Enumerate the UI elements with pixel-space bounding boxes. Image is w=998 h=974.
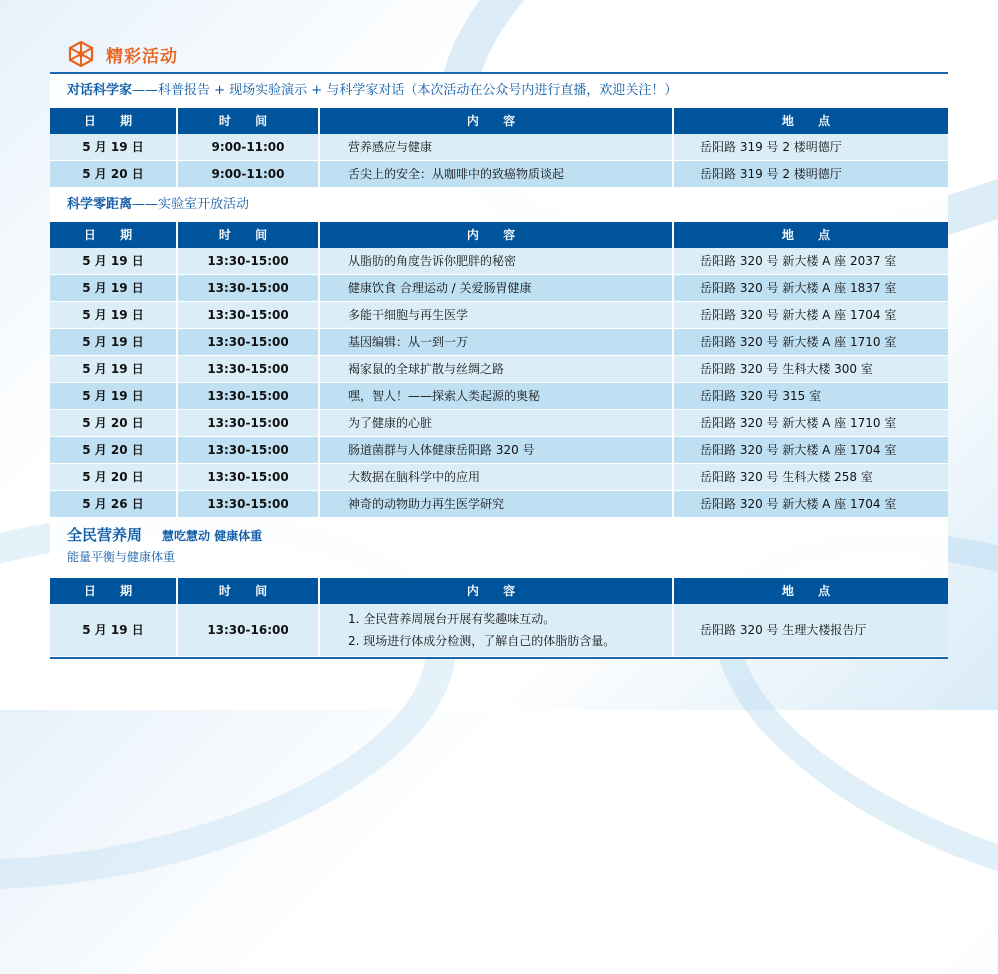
table-row [50,604,948,657]
cell-content: 为了健康的心脏 [320,410,674,437]
cell-time: 13:30-15:00 [178,302,320,329]
section-tagline: 慧吃慧动 健康体重 [162,529,263,543]
cell-date: 5 月 19 日 [50,302,178,329]
section-title: 对话科学家 [67,83,133,98]
table-row [50,356,948,383]
table-row [50,161,948,188]
cell-location: 岳阳路 320 号 生科大楼 258 室 [674,464,948,491]
cell-location: 岳阳路 320 号 新大楼 A 座 1837 室 [674,275,948,302]
table-row [50,383,948,410]
col-time: 时 间 [178,222,320,248]
section-dialogue-title [50,74,948,108]
cell-location: 岳阳路 319 号 2 楼明德厅 [674,161,948,188]
section-title: 全民营养周 [67,526,143,544]
section-subtitle: ——实验室开放活动 [132,197,250,212]
cell-location: 岳阳路 320 号 新大楼 A 座 1704 室 [674,491,948,518]
table-row [50,302,948,329]
cell-location: 岳阳路 320 号 新大楼 A 座 1704 室 [674,302,948,329]
cell-location: 岳阳路 320 号 新大楼 A 座 1704 室 [674,437,948,464]
table-row [50,275,948,302]
cell-content: 健康饮食 合理运动 / 关爱肠胃健康 [320,275,674,302]
divider [50,657,948,659]
cell-date: 5 月 19 日 [50,275,178,302]
table-row [50,491,948,518]
cell-time: 13:30-15:00 [178,275,320,302]
cell-content: 嘿，智人！——探索人类起源的奥秘 [320,383,674,410]
cell-date: 5 月 19 日 [50,356,178,383]
cell-time: 13:30-15:00 [178,356,320,383]
table-row [50,134,948,161]
molecule-logo-icon [66,39,96,69]
table-row [50,410,948,437]
cell-content: 从脂肪的角度告诉你肥胖的秘密 [320,248,674,275]
cell-location: 岳阳路 320 号 生理大楼报告厅 [674,604,948,657]
table-row [50,464,948,491]
col-location: 地 点 [674,108,948,134]
col-location: 地 点 [674,578,948,604]
cell-time: 13:30-15:00 [178,437,320,464]
cell-content: 营养感应与健康 [320,134,674,161]
col-date: 日 期 [50,108,178,134]
table-row [50,437,948,464]
cell-time: 9:00-11:00 [178,161,320,188]
section-subtitle: ——科普报告 + 现场实验演示 + 与科学家对话（本次活动在公众号内进行直播，欢迎关注！） [132,83,678,98]
content-line: 2. 现场进行体成分检测，了解自己的体脂肪含量。 [348,634,616,648]
cell-time: 13:30-15:00 [178,491,320,518]
cell-time: 13:30-15:00 [178,464,320,491]
cell-time: 13:30-15:00 [178,410,320,437]
cell-date: 5 月 19 日 [50,604,178,657]
section-nutrition-title [50,518,948,546]
content-line: 1. 全民营养周展台开展有奖趣味互动。 [348,612,556,626]
cell-content: 神奇的动物助力再生医学研究 [320,491,674,518]
cell-location: 岳阳路 319 号 2 楼明德厅 [674,134,948,161]
cell-location: 岳阳路 320 号 315 室 [674,383,948,410]
col-date: 日 期 [50,222,178,248]
table-header [50,578,948,604]
cell-date: 5 月 19 日 [50,134,178,161]
cell-location: 岳阳路 320 号 生科大楼 300 室 [674,356,948,383]
cell-date: 5 月 19 日 [50,383,178,410]
cell-time: 13:30-16:00 [178,604,320,657]
cell-content: 基因编辑：从一到一万 [320,329,674,356]
cell-time: 13:30-15:00 [178,329,320,356]
section-dialogue-rows [50,134,948,188]
cell-content: 多能干细胞与再生医学 [320,302,674,329]
section-lab-rows [50,248,948,518]
col-content: 内 容 [320,108,674,134]
cell-content: 舌尖上的安全：从咖啡中的致癌物质谈起 [320,161,674,188]
table-row [50,329,948,356]
schedule-panel [50,72,948,659]
cell-time: 9:00-11:00 [178,134,320,161]
section-subtitle: 能量平衡与健康体重 [67,550,176,564]
section-lab-title [50,188,948,222]
cell-date: 5 月 20 日 [50,161,178,188]
cell-location: 岳阳路 320 号 新大楼 A 座 1710 室 [674,410,948,437]
section-title: 科学零距离 [67,197,133,212]
cell-date: 5 月 20 日 [50,464,178,491]
cell-date: 5 月 19 日 [50,329,178,356]
table-header [50,108,948,134]
col-content: 内 容 [320,578,674,604]
col-time: 时 间 [178,108,320,134]
col-date: 日 期 [50,578,178,604]
table-header [50,222,948,248]
col-location: 地 点 [674,222,948,248]
cell-content [320,604,674,657]
cell-time: 13:30-15:00 [178,248,320,275]
cell-date: 5 月 19 日 [50,248,178,275]
page-header [66,40,178,68]
page-title: 精彩活动 [106,46,178,67]
cell-date: 5 月 26 日 [50,491,178,518]
cell-content: 大数据在脑科学中的应用 [320,464,674,491]
col-content: 内 容 [320,222,674,248]
cell-location: 岳阳路 320 号 新大楼 A 座 2037 室 [674,248,948,275]
cell-location: 岳阳路 320 号 新大楼 A 座 1710 室 [674,329,948,356]
cell-date: 5 月 20 日 [50,410,178,437]
table-row [50,248,948,275]
cell-content: 褐家鼠的全球扩散与丝绸之路 [320,356,674,383]
col-time: 时 间 [178,578,320,604]
cell-time: 13:30-15:00 [178,383,320,410]
cell-content: 肠道菌群与人体健康岳阳路 320 号 [320,437,674,464]
cell-date: 5 月 20 日 [50,437,178,464]
